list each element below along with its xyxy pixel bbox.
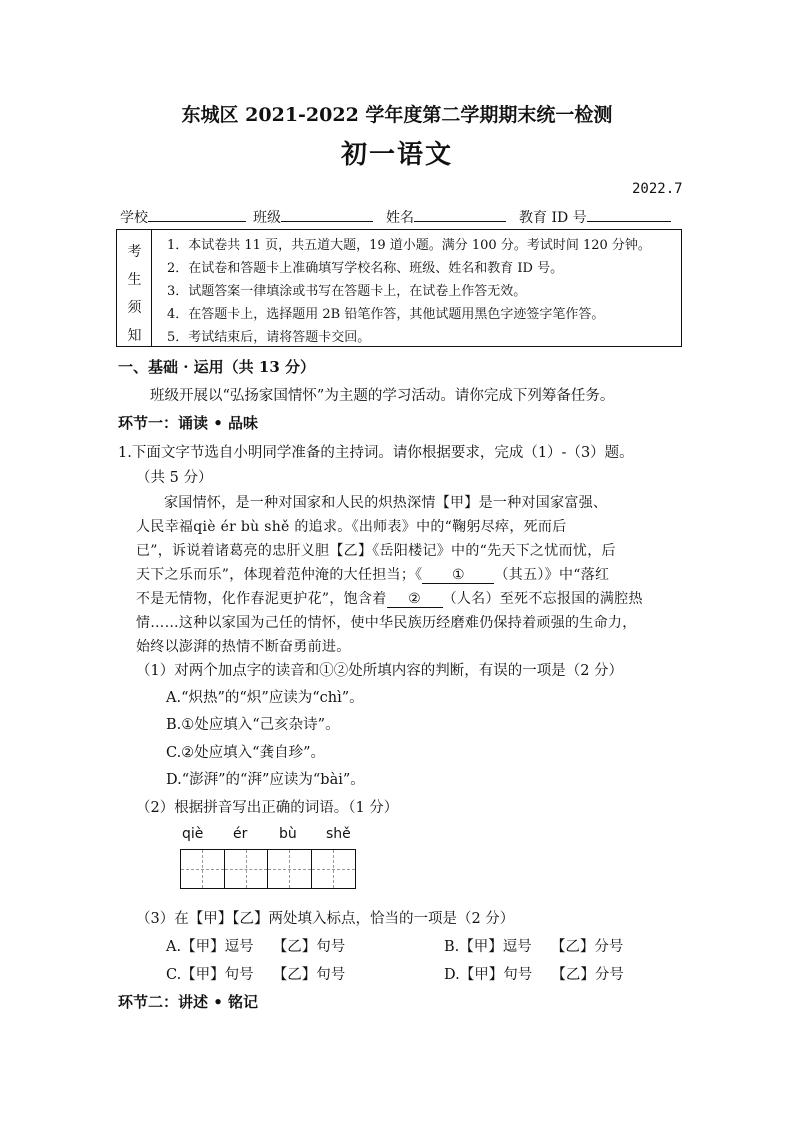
school-field [120,206,246,227]
class-label: 班级 [253,210,281,226]
edu-id-blank [587,206,671,222]
name-blank [414,206,506,222]
subject-title: 初一语文 [340,140,453,170]
option-c: C.【甲】句号 【乙】句号 [166,967,346,983]
option-b: B.①处应填入“己亥杂诗”。 [166,717,340,733]
option-d: D.【甲】句号 【乙】分号 [444,967,624,983]
notice-side-char: 须 [127,300,142,316]
option-a: A.【甲】逗号 【乙】句号 [166,939,346,955]
exam-notice-box [116,229,682,347]
answer-cell[interactable] [268,850,312,888]
option-d: D.“澎湃”的“湃”应读为“bài”。 [166,772,365,788]
passage-line: 人民幸福qiè ér bù shě 的追求。《出师表》中的“鞠躬尽瘁，死而后 [136,519,567,535]
answer-cell[interactable] [181,850,225,888]
blank-1: ① [422,567,494,584]
question-score: （共 5 分） [136,470,213,486]
notice-item: 5．考试结束后，请将答题卡交回。 [167,330,371,345]
subquestion-stem: （2）根据拼音写出正确的词语。（1 分） [136,800,399,816]
option-b: B.【甲】逗号 【乙】分号 [444,939,624,955]
passage-line-with-blank [136,564,609,584]
passage-line-with-blank [136,588,643,608]
step-heading: 环节二：讲述 • 铭记 [118,993,259,1011]
notice-item: 1．本试卷共 11 页，共五道大题，19 道小题。满分 100 分。考试时间 120 分钟。 [167,238,651,253]
school-blank [148,206,246,222]
name-label: 姓名 [386,210,414,226]
notice-item: 2．在试卷和答题卡上准确填写学校名称、班级、姓名和教育 ID 号。 [167,261,564,276]
passage-text: （其五）》中“落红 [494,567,610,583]
pinyin-syllable: shě [326,826,351,842]
notice-side-char: 生 [127,272,142,288]
notice-side-label [117,230,152,346]
notice-item: 3．试题答案一律填涂或书写在答题卡上，在试卷上作答无效。 [167,284,527,299]
passage-line: 始终以澎湃的热情不断奋勇前进。 [136,639,351,655]
option-a: A.“炽热”的“炽”应读为“chì”。 [166,690,364,706]
notice-item: 4．在答题卡上，选择题用 2B 铅笔作答，其他试题用黑色字迹签字笔作答。 [167,307,605,322]
pinyin-syllable: ér [233,826,248,842]
answer-grid[interactable] [180,849,356,889]
pinyin-syllable: bù [279,826,297,842]
subquestion-stem: （1）对两个加点字的读音和①②处所填内容的判断，有误的一项是（2 分） [136,663,624,679]
class-blank [281,206,373,222]
blank-2: ② [387,591,443,608]
exam-date: 2022.7 [632,181,683,197]
passage-text: 天下之乐而乐”，体现着范仲淹的大任担当；《 [136,567,423,583]
answer-cell[interactable] [225,850,269,888]
name-field [386,206,506,227]
notice-side-char: 考 [127,244,142,260]
question-stem: 1.下面文字节选自小明同学准备的主持词。请你根据要求，完成（1）-（3）题。 [118,445,634,461]
pinyin-syllable: qiè [182,826,204,842]
notice-side-char: 知 [127,328,142,344]
edu-id-field [519,206,671,227]
passage-line: 家国情怀，是一种对国家和人民的炽热深情【甲】是一种对国家富强、 [164,495,608,511]
section-heading: 一、基础 · 运用（共 13 分） [118,358,315,376]
school-label: 学校 [120,210,148,226]
section-intro: 班级开展以“弘扬家国情怀”为主题的学习活动。请你完成下列筹备任务。 [150,388,615,404]
passage-text: （人名）至死不忘报国的满腔热 [442,591,643,607]
passage-line: 已”，诉说着诸葛亮的忠肝义胆【乙】《岳阳楼记》中的“先天下之忧而忧，后 [136,543,616,559]
step-heading: 环节一：诵读 • 品味 [118,414,259,432]
edu-id-label: 教育 ID 号 [519,210,587,226]
option-c: C.②处应填入“龚自珍”。 [166,745,326,761]
passage-line: 情……这种以家国为己任的情怀，使中华民族历经磨难仍保持着顽强的生命力， [136,615,637,631]
passage-text: 不是无情物，化作春泥更护花”，饱含着 [136,591,387,607]
class-field [253,206,373,227]
exam-title: 东城区 2021-2022 学年度第二学期期末统一检测 [181,104,613,126]
subquestion-stem: （3）在【甲】【乙】两处填入标点，恰当的一项是（2 分） [136,911,515,927]
answer-cell[interactable] [312,850,355,888]
